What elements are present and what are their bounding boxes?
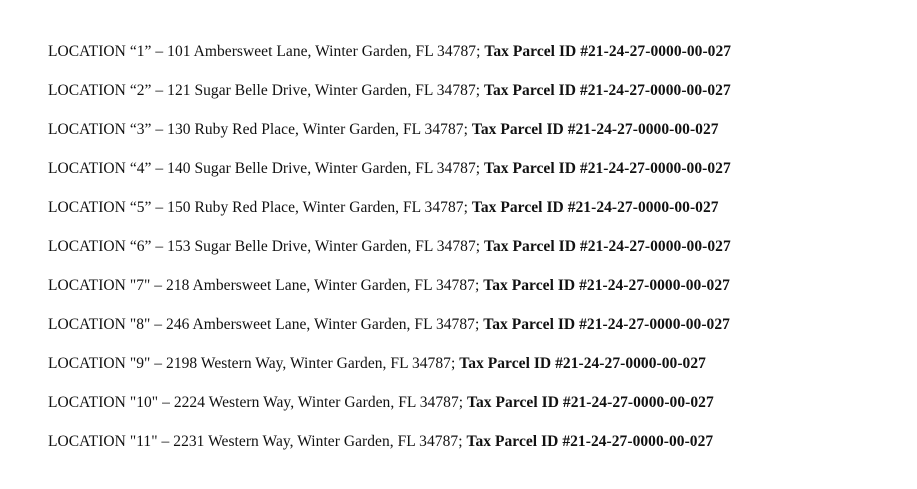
location-separator: ; xyxy=(450,355,460,372)
location-address: 218 Ambersweet Lane, Winter Garden, FL 34787 xyxy=(166,277,475,294)
location-item-3 xyxy=(48,116,731,155)
location-separator: ; xyxy=(475,238,485,255)
location-item-9 xyxy=(48,350,731,389)
location-dash: – xyxy=(158,394,174,411)
location-dash: – xyxy=(151,121,168,138)
location-tag: LOCATION “3” xyxy=(48,121,152,138)
tax-parcel-id: Tax Parcel ID #21-24-27-0000-00-027 xyxy=(484,160,731,177)
location-dash: – xyxy=(151,238,168,255)
location-address: 150 Ruby Red Place, Winter Garden, FL 34787 xyxy=(167,199,464,216)
tax-parcel-id: Tax Parcel ID #21-24-27-0000-00-027 xyxy=(471,121,719,138)
location-tag: LOCATION “5” xyxy=(48,199,152,216)
location-dash: – xyxy=(151,43,168,60)
location-separator: ; xyxy=(458,433,467,450)
location-address: 2231 Western Way, Winter Garden, FL 34787 xyxy=(173,433,459,450)
location-tag: LOCATION “2” xyxy=(48,82,152,99)
tax-parcel-id: Tax Parcel ID #21-24-27-0000-00-027 xyxy=(484,238,731,255)
location-separator: ; xyxy=(475,160,485,177)
location-separator: ; xyxy=(458,394,468,411)
location-dash: – xyxy=(150,277,167,294)
location-address: 140 Sugar Belle Drive, Winter Garden, FL 34787 xyxy=(167,160,476,177)
location-tag: LOCATION "10" xyxy=(48,394,159,411)
location-address: 2198 Western Way, Winter Garden, FL 34787 xyxy=(166,355,451,372)
location-item-8 xyxy=(48,311,731,350)
tax-parcel-id: Tax Parcel ID #21-24-27-0000-00-027 xyxy=(483,316,730,333)
tax-parcel-id: Tax Parcel ID #21-24-27-0000-00-027 xyxy=(467,394,714,411)
tax-parcel-id: Tax Parcel ID #21-24-27-0000-00-027 xyxy=(484,43,732,60)
location-dash: – xyxy=(151,160,168,177)
location-list xyxy=(48,38,731,467)
location-tag: LOCATION "9" xyxy=(48,355,151,372)
location-address: 101 Ambersweet Lane, Winter Garden, FL 34787 xyxy=(167,43,477,60)
location-separator: ; xyxy=(463,121,472,138)
location-separator: ; xyxy=(475,82,485,99)
location-item-10 xyxy=(48,389,731,428)
location-tag: LOCATION "11" xyxy=(48,433,158,450)
location-tag: LOCATION "8" xyxy=(48,316,151,333)
location-dash: – xyxy=(151,199,168,216)
location-item-1 xyxy=(48,38,731,77)
location-item-7 xyxy=(48,272,731,311)
location-item-2 xyxy=(48,77,731,116)
location-tag: LOCATION "7" xyxy=(48,277,151,294)
location-item-5 xyxy=(48,194,731,233)
tax-parcel-id: Tax Parcel ID #21-24-27-0000-00-027 xyxy=(471,199,719,216)
location-address: 2224 Western Way, Winter Garden, FL 34787 xyxy=(173,394,459,411)
location-separator: ; xyxy=(474,277,484,294)
location-dash: – xyxy=(157,433,174,450)
location-item-11 xyxy=(48,428,731,467)
location-address: 121 Sugar Belle Drive, Winter Garden, FL 34787 xyxy=(167,82,476,99)
location-address: 153 Sugar Belle Drive, Winter Garden, FL 34787 xyxy=(167,238,476,255)
location-item-6 xyxy=(48,233,731,272)
location-address: 130 Ruby Red Place, Winter Garden, FL 34787 xyxy=(167,121,464,138)
location-tag: LOCATION “6” xyxy=(48,238,152,255)
location-tag: LOCATION “4” xyxy=(48,160,152,177)
location-dash: – xyxy=(151,82,168,99)
location-tag: LOCATION “1” xyxy=(48,43,152,60)
tax-parcel-id: Tax Parcel ID #21-24-27-0000-00-027 xyxy=(466,433,714,450)
location-item-4 xyxy=(48,155,731,194)
location-separator: ; xyxy=(476,43,485,60)
location-separator: ; xyxy=(474,316,484,333)
tax-parcel-id: Tax Parcel ID #21-24-27-0000-00-027 xyxy=(459,355,706,372)
location-separator: ; xyxy=(463,199,472,216)
tax-parcel-id: Tax Parcel ID #21-24-27-0000-00-027 xyxy=(484,82,731,99)
location-address: 246 Ambersweet Lane, Winter Garden, FL 34787 xyxy=(166,316,475,333)
location-dash: – xyxy=(150,316,167,333)
location-dash: – xyxy=(150,355,167,372)
tax-parcel-id: Tax Parcel ID #21-24-27-0000-00-027 xyxy=(483,277,730,294)
